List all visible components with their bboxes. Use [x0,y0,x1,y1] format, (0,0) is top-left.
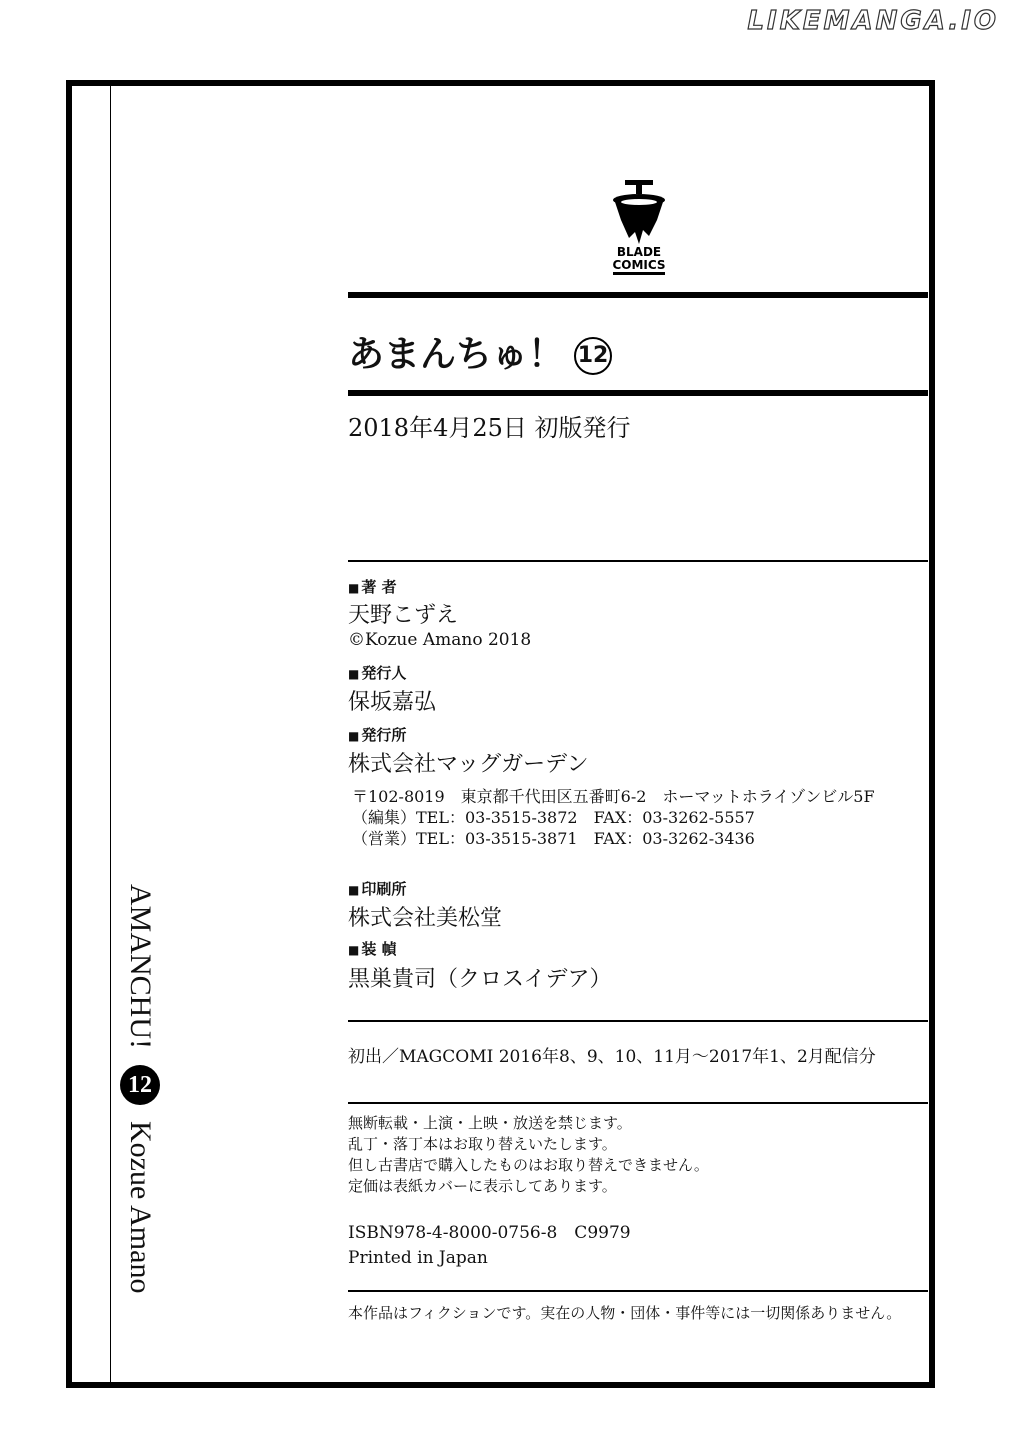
isbn: ISBN978-4-8000-0756-8 C9979 [348,1223,631,1243]
printer-name: 株式会社美松堂 [348,906,503,931]
author-label: ■ 著 者 [348,576,397,597]
publisher-label: ■ 発行所 [348,724,406,745]
notice-line: 但し古書店で購入したものはお取り替えできません。 [348,1156,709,1174]
svg-text:BLADE: BLADE [616,245,662,259]
title-bottom-rule [348,390,928,396]
volume-badge: 12 [574,337,612,375]
publisher-editorial-contact: （編集）TEL：03-3515-3872 FAX：03-3262-5557 [352,808,755,827]
notice-line: 定価は表紙カバーに表示してあります。 [348,1177,617,1195]
spine-text [120,884,160,1293]
title-top-rule [348,292,928,298]
svg-text:COMICS: COMICS [612,258,666,272]
disclaimer-rule [348,1290,928,1292]
publisher-person-name: 保坂嘉弘 [348,690,437,715]
first-appearance-rule [348,1020,928,1022]
notice-line: 乱丁・落丁本はお取り替えいたします。 [348,1135,617,1153]
spine-volume-badge: 12 [120,1065,160,1105]
spine-title: AMANCHU! [124,884,157,1049]
spine-author: Kozue Amano [124,1121,157,1294]
publisher-address: 〒102-8019 東京都千代田区五番町6-2 ホーマットホライゾンビル5F [352,787,875,806]
publisher-sales-contact: （営業）TEL：03-3515-3871 FAX：03-3262-3436 [352,829,755,848]
publisher-person-label: ■ 発行人 [348,662,406,683]
first-appearance: 初出／MAGCOMI 2016年8、9、10、11月〜2017年1、2月配信分 [348,1047,876,1067]
design-label: ■ 装 幀 [348,938,397,959]
copyright: ©Kozue Amano 2018 [348,630,532,650]
author-name: 天野こずえ [348,603,459,628]
fiction-disclaimer: 本作品はフィクションです。実在の人物・団体・事件等には一切関係ありません。 [348,1304,902,1322]
book-title [348,326,612,377]
site-watermark: LIKEMANGA.IO [747,6,999,36]
printer-label: ■ 印刷所 [348,878,406,899]
notice-line: 無断転載・上演・上映・放送を禁じます。 [348,1114,632,1132]
credits-top-rule [348,560,928,562]
design-name: 黒巣貴司（クロスイデア） [348,967,612,992]
spine-divider [110,86,111,1382]
publisher-name: 株式会社マッグガーデン [348,752,589,777]
publish-date: 2018年4月25日 初版発行 [348,414,631,442]
blade-comics-logo [603,176,675,276]
book-title-text: あまんちゅ！ [348,334,565,375]
notices-rule [348,1102,928,1104]
printed-in: Printed in Japan [348,1248,488,1268]
